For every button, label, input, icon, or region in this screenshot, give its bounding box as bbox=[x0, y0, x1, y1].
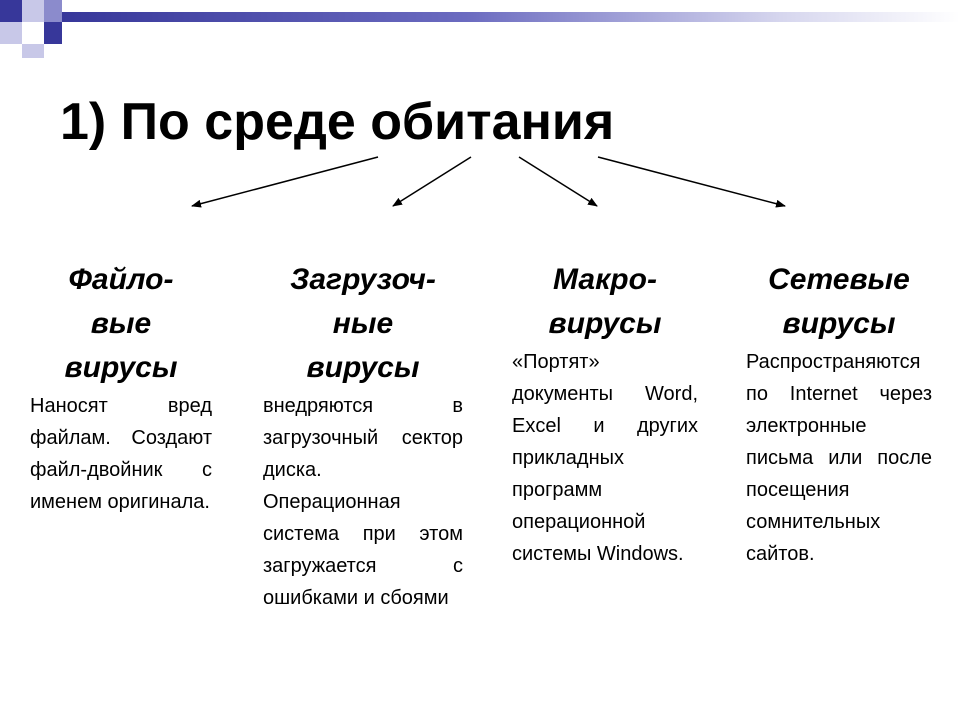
column-boot-viruses bbox=[263, 258, 463, 614]
arrow-to-boot-viruses bbox=[393, 157, 471, 206]
column-heading: Макро- вирусы bbox=[548, 263, 662, 340]
decor-square bbox=[22, 0, 44, 22]
slide-title: 1) По среде обитания bbox=[60, 93, 615, 151]
decor-square bbox=[0, 0, 22, 22]
column-heading: Файло- вые вирусы bbox=[64, 263, 178, 384]
column-macro-viruses bbox=[512, 258, 698, 570]
decor-square bbox=[22, 44, 44, 58]
decor-square bbox=[0, 22, 22, 44]
arrow-to-macro-viruses bbox=[519, 157, 597, 206]
decor-square bbox=[44, 0, 62, 22]
column-description: Распространяются по Internet через электронные письма или после посещения сомнительных сайтов. bbox=[746, 351, 932, 565]
column-file-viruses bbox=[30, 258, 212, 518]
column-description: внедряются в загрузочный сектор диска. Операционная система при этом загружается с ошибками и сбоями bbox=[263, 395, 463, 609]
column-heading: Сетевые вирусы bbox=[768, 263, 910, 340]
header-gradient-bar bbox=[62, 12, 960, 22]
decor-square bbox=[22, 22, 44, 44]
column-description: «Портят» документы Word, Excel и других прикладных программ операционной системы Windows. bbox=[512, 351, 698, 565]
column-network-viruses bbox=[746, 258, 932, 570]
arrow-to-network-viruses bbox=[598, 157, 785, 206]
arrow-to-file-viruses bbox=[192, 157, 378, 206]
decor-square bbox=[44, 22, 62, 44]
column-heading: Загрузоч- ные вирусы bbox=[290, 263, 436, 384]
column-description: Наносят вред файлам. Создают файл-двойник с именем оригинала. bbox=[30, 395, 212, 513]
